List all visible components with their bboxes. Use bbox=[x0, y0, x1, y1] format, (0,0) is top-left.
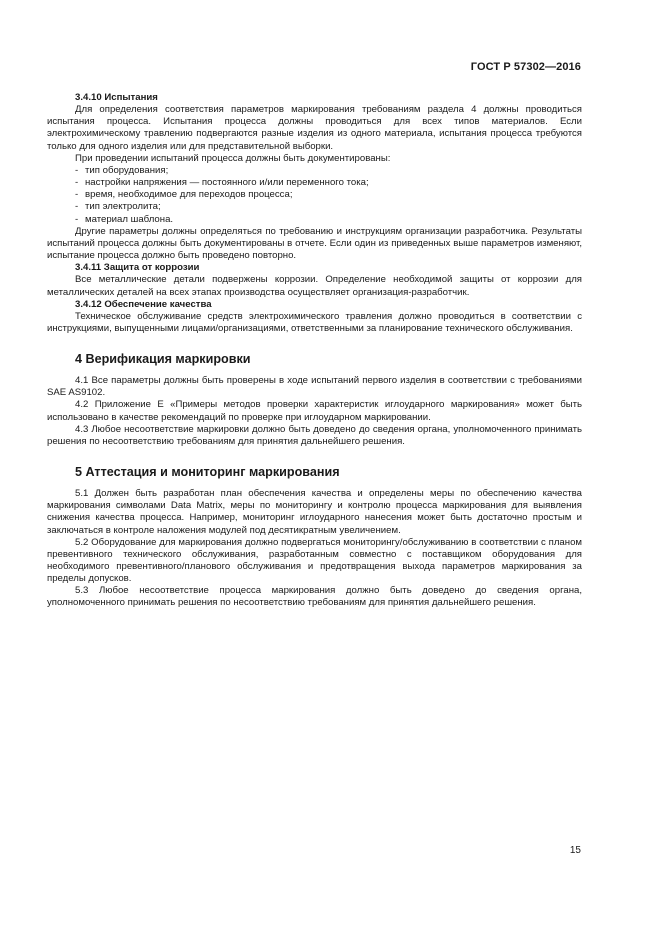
heading-3-4-11: 3.4.11 Защита от коррозии bbox=[75, 262, 200, 274]
list-item: - тип электролита; bbox=[75, 201, 161, 213]
list-item-text: материал шаблона. bbox=[85, 213, 174, 225]
paragraph: Другие параметры должны определяться по требованию и инструкциям организации разработчика. Результаты испытаний процесса должны быть документированы в отчете. Если один из приведенных выше параметров изменяют, испытание процесса должно быть проведено повторно. bbox=[47, 225, 582, 262]
list-item: - материал шаблона. bbox=[75, 213, 174, 225]
section-4-title: 4 Верификация маркировки bbox=[75, 352, 251, 367]
list-item-text: время, необходимое для переходов процесса; bbox=[85, 189, 293, 201]
paragraph: Техническое обслуживание средств электрохимического травления должно проводиться в соответствии с инструкциями, выпущенными лицами/организациями, ответственными за планирование технического обслуживания. bbox=[47, 310, 582, 334]
list-item: - настройки напряжения — постоянного и/или переменного тока; bbox=[75, 177, 369, 189]
document-id-header: ГОСТ Р 57302—2016 bbox=[470, 61, 581, 73]
paragraph: 4.3 Любое несоответствие маркировки должно быть доведено до сведения органа, уполномоченного принимать решения по несоответствию требованиям для принятия дальнейшего решения. bbox=[47, 423, 582, 447]
paragraph: 5.2 Оборудование для маркирования должно подвергаться мониторингу/обслуживанию в соответствии с планом превентивного технического обслуживания, разработанным совместно с поставщиком оборудования для необходимого превентивного/планового обслуживания и предотвращения выхода параметров маркирования за пределы допусков. bbox=[47, 536, 582, 585]
list-item-text: настройки напряжения — постоянного и/или переменного тока; bbox=[85, 177, 369, 189]
paragraph: 5.3 Любое несоответствие процесса маркирования должно быть доведено до сведения органа, уполномоченного принимать решения по несоответствию требованиям для принятия дальнейшего решения. bbox=[47, 585, 582, 609]
paragraph: При проведении испытаний процесса должны быть документированы: bbox=[75, 152, 391, 164]
paragraph: 4.2 Приложение Е «Примеры методов проверки характеристик иглоударного маркирования» может быть использовано в качестве рекомендаций по проверке при иглоударном маркировании. bbox=[47, 399, 582, 423]
page-number: 15 bbox=[569, 845, 581, 856]
paragraph: 5.1 Должен быть разработан план обеспечения качества и определены меры по обеспечению качества маркирования символами Data Matrix, меры по мониторингу и контролю процесса маркирования для выявления снижения качества процесса. Например, мониторинг иглоударного нанесения может быть достаточно простым и заключаться в контроле наложения модулей под десятикратным увеличением. bbox=[47, 488, 582, 536]
list-item: - тип оборудования; bbox=[75, 164, 169, 176]
list-item-text: тип электролита; bbox=[85, 201, 161, 213]
paragraph: Для определения соответствия параметров маркирования требованиям раздела 4 должны проводиться испытания процесса. Испытания процесса должны проводиться для всех типов материалов. Если электрохимическому травлению подвергаются разные изделия из одного материала, испытания процесса требуются только для одного изделия или для представительной выборки. bbox=[47, 104, 582, 152]
heading-3-4-10: 3.4.10 Испытания bbox=[75, 92, 158, 103]
paragraph: Все металлические детали подвержены коррозии. Определение необходимой защиты от коррозии для металлических деталей на всех этапах производства осуществляет организация-разработчик. bbox=[47, 274, 582, 298]
section-5-title: 5 Аттестация и мониторинг маркирования bbox=[75, 465, 340, 480]
heading-3-4-12: 3.4.12 Обеспечение качества bbox=[75, 298, 212, 310]
page-body bbox=[47, 92, 582, 610]
paragraph: 4.1 Все параметры должны быть проверены в ходе испытаний первого изделия в соответствии с требованиями SAE AS9102. bbox=[47, 375, 582, 399]
list-item-text: тип оборудования; bbox=[85, 164, 169, 176]
list-item: - время, необходимое для переходов процесса; bbox=[75, 189, 293, 201]
